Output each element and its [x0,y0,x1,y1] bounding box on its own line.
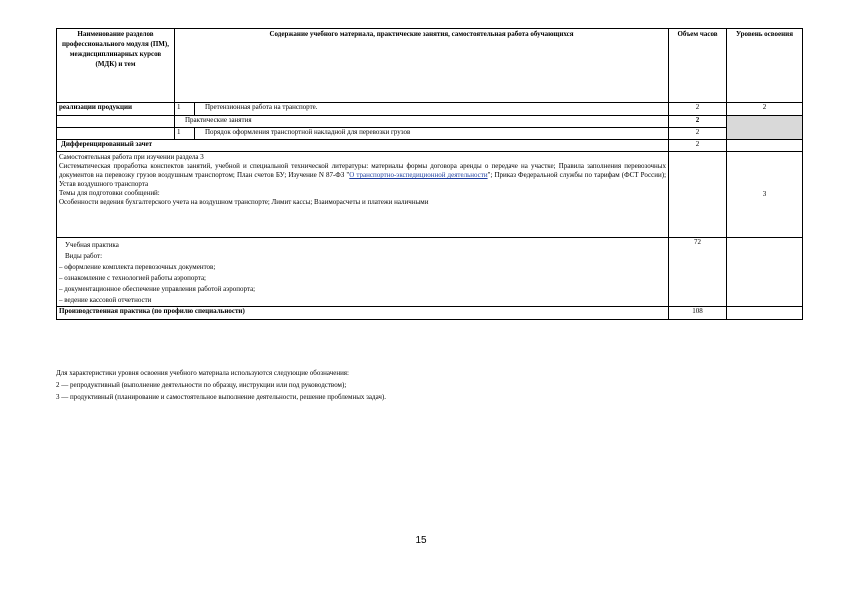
table-header-row [57,29,803,103]
section-name-cell-empty [57,116,175,128]
table-row [57,128,803,140]
law-link[interactable]: О транспортно-экспедиционной деятельности [349,171,488,179]
item-number: 1 [175,103,195,116]
practice-item: – документационное обеспечение управления работой аэропорта; [59,285,256,293]
table-row [57,140,803,152]
self-study-body-start: Систематическая проработка конспектов занятий, учебной и специальной технической литературы: материалы формы договора аренды о передаче на участке; Правила заполнения перевозочных документов на перевозку грузов воздушным транспортом; План счетов БУ; Изучение N 87-ФЗ " [59,162,667,179]
header-content: Содержание учебного материала, практические занятия, самостоятельная работа обучающихся [175,29,669,103]
level-cell-empty [727,307,803,320]
hours-cell: 2 [669,140,727,152]
curriculum-table [56,28,803,320]
item-text-label: Порядок оформления транспортной накладной для перевозки грузов [205,128,411,136]
header-hours: Объем часов [669,29,727,103]
hours-cell: 2 [669,103,727,116]
hours-cell: 108 [669,307,727,320]
level-cell-empty [727,238,803,307]
practice-item: – ознакомление с технологией работы аэропорта; [59,274,207,282]
topics-title: Темы для подготовки сообщений: [59,189,160,197]
table-row [57,307,803,320]
table-row-self-study [57,152,803,238]
level-cell: 2 [727,103,803,116]
hours-cell: 72 [669,238,727,307]
section-name-cell: реализации продукции [57,103,175,116]
header-sections: Наименование разделов профессионального модуля (ПМ), междисциплинарных курсов (МДК) и тем [57,29,175,103]
hours-cell: 2 [669,128,727,140]
legend-line: Для характеристики уровня освоения учебного материала используются следующие обозначения: [56,369,349,377]
table-row-practice [57,238,803,307]
table-row [57,116,803,128]
practice-item: – ведение кассовой отчетности [59,296,152,304]
self-study-title: Самостоятельная работа при изучении раздела 3 [59,153,204,161]
item-text: Практические занятия [175,116,669,128]
table-row [57,103,803,116]
level-cell-empty [727,140,803,152]
section-name-cell-empty [57,128,175,140]
practice-title: Учебная практика [65,241,119,249]
practice-cell [57,238,669,307]
practice-subtitle: Виды работ: [65,252,103,260]
item-text-label: Претензионная работа на транспорте. [205,103,318,111]
topics-text: Особенности ведения бухгалтерского учета на воздушном транспорте; Лимит кассы; Взаиморасчеты и платежи наличными [59,198,429,206]
legend-notes [56,367,756,403]
hours-cell: 2 [669,116,727,128]
page-number: 15 [415,535,427,546]
practice-item: – оформление комплекта перевозочных документов; [59,263,216,271]
legend-line: 2 — репродуктивный (выполнение деятельности по образцу, инструкции или под руководством); [56,381,347,389]
self-study-cell [57,152,669,238]
item-text [195,103,669,116]
level-cell-shaded [727,116,803,140]
item-text [195,128,669,140]
self-study-body-end: "; Приказ Федеральной службы по тарифам (ФСТ России); Устав воздушного транспорта [59,171,667,188]
item-text: Дифференцированный зачет [57,140,669,152]
self-study-body [59,162,666,189]
hours-cell-empty [669,152,727,238]
item-number: 1 [175,128,195,140]
legend-line: 3 — продуктивный (планирование и самостоятельное выполнение деятельности, решение проблемных задач). [56,393,387,401]
header-level: Уровень освоения [727,29,803,103]
item-text: Производственная практика (по профилю специальности) [57,307,669,320]
level-cell: 3 [727,152,803,238]
